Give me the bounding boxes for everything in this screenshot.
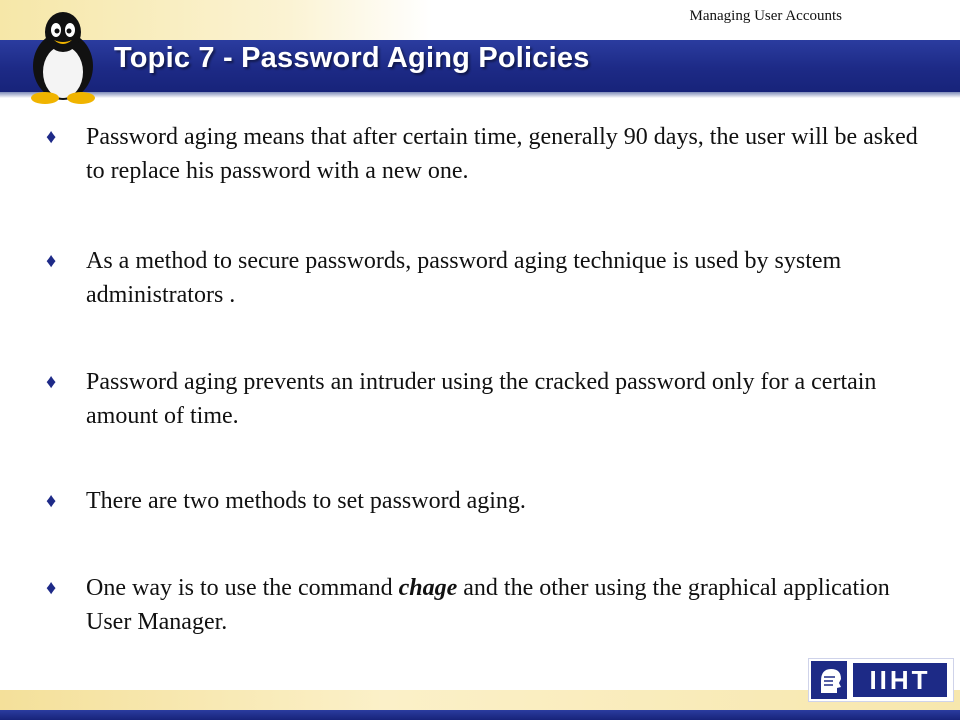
command-keyword: chage: [398, 575, 458, 601]
bottom-rule: [0, 710, 960, 720]
list-item: [46, 571, 936, 639]
diamond-bullet-icon: ♦: [46, 490, 57, 512]
head-profile-icon: [811, 661, 847, 699]
bullet-text-after: and the other using the graphical application User Manager.: [86, 575, 890, 635]
bullet-text: Password aging means that after certain time, generally 90 days, the user will be asked to replace his password with a new one.: [86, 124, 918, 184]
header-note: Managing User Accounts: [689, 8, 842, 24]
bullet-text: There are two methods to set password aging.: [86, 488, 526, 514]
slide-title: Topic 7 - Password Aging Policies: [114, 42, 590, 74]
list-item: [46, 244, 936, 312]
diamond-bullet-icon: ♦: [46, 371, 57, 393]
diamond-bullet-icon: ♦: [46, 250, 57, 272]
list-item: [46, 365, 936, 433]
bullet-text: As a method to secure passwords, password aging technique is used by system administrators .: [86, 248, 842, 308]
logo-text: IIHT: [853, 663, 947, 697]
penguin-icon: [18, 8, 108, 104]
bullet-text-before: One way is to use the command: [86, 575, 399, 601]
list-item: [46, 484, 526, 518]
diamond-bullet-icon: ♦: [46, 577, 57, 599]
diamond-bullet-icon: ♦: [46, 126, 57, 148]
list-item: [46, 120, 936, 188]
bullet-text: [86, 571, 936, 639]
bullet-text: Password aging prevents an intruder using the cracked password only for a certain amount of time.: [86, 369, 877, 429]
iiht-logo: [808, 658, 954, 702]
title-bar-shadow: [0, 92, 960, 98]
